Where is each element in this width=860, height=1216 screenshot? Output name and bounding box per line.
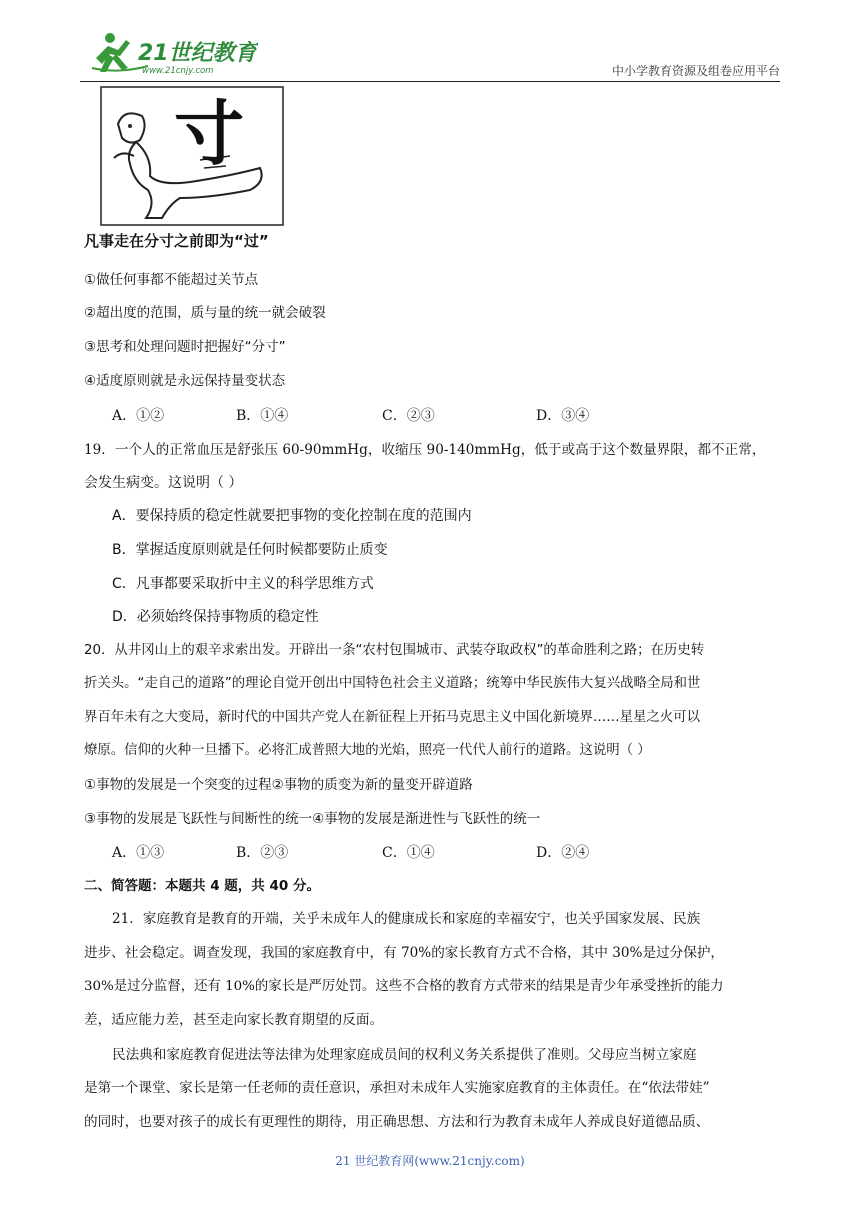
q19-option-d: D．必须始终保持事物质的稳定性 (112, 609, 319, 625)
q18-option-c: C．②③ (382, 408, 435, 424)
section-2-heading: 二、简答题：本题共 4 题，共 40 分。 (84, 878, 320, 894)
q20-stem-line-4: 燎原。信仰的火种一旦播下。必将汇成普照大地的光焰，照亮一代代人前行的道路。这说明（ ） (84, 743, 651, 758)
q21-paragraph-2-line-3: 的同时，也要对孩子的成长有更理性的期待，用正确思想、方法和行为教育未成年人养成良好道德品质、 (84, 1114, 710, 1130)
q19-stem-line-1: 19．一个人的正常血压是舒张压 60-90mmHg，收缩压 90-140mmHg，低于或高于这个数量界限，都不正常， (84, 442, 766, 458)
q19-option-a: A．要保持质的稳定性就要把事物的变化控制在度的范围内 (112, 508, 472, 524)
q18-option-d: D．③④ (536, 408, 590, 424)
q18-item-2: ②超出度的范围，质与量的统一就会破裂 (84, 305, 326, 321)
q19-option-b: B．掌握适度原则就是任何时候都要防止质变 (112, 542, 388, 558)
q21-paragraph-1-line-3: 30%是过分监督，还有 10%的家长是严厉处罚。这些不合格的教育方式带来的结果是青少年承受挫折的能力 (84, 979, 724, 994)
header-divider (80, 81, 780, 82)
q21-paragraph-1-line-4: 差，适应能力差，甚至走向家长教育期望的反面。 (84, 1012, 384, 1028)
figure-glyph: 寸 (174, 93, 244, 175)
q20-option-a: A．①③ (112, 845, 165, 861)
q20-stem-line-1: 20．从井冈山上的艰辛求索出发。开辟出一条“农村包围城市、武装夺取政权”的革命胜利之路；在历史转 (84, 643, 705, 658)
q21-paragraph-1-line-2: 进步、社会稳定。调查发现，我国的家庭教育中，有 70%的家长教育方式不合格，其中 30%是过分保护， (84, 945, 725, 961)
q20-option-b: B．②③ (236, 845, 289, 861)
cartoon-illustration (100, 86, 286, 228)
footer-site-link[interactable]: 21 世纪教育网(www.21cnjy.com) (335, 1154, 525, 1168)
q20-option-d: D．②④ (536, 845, 590, 861)
figure-caption: 凡事走在分寸之前即为“过” (84, 232, 269, 250)
q20-option-c: C．①④ (382, 845, 435, 861)
q18-item-1: ①做任何事都不能超过关节点 (84, 272, 259, 288)
q21-paragraph-1-line-1: 21．家庭教育是教育的开端，关乎未成年人的健康成长和家庭的幸福安宁，也关乎国家发展、民族 (112, 911, 701, 927)
logo-url: www.21cnjy.com (142, 66, 214, 76)
site-logo (88, 28, 258, 78)
q19-option-c: C．凡事都要采取折中主义的科学思维方式 (112, 576, 374, 592)
q21-paragraph-2-line-2: 是第一个课堂、家长是第一任老师的责任意识，承担对未成年人实施家庭教育的主体责任。在“依法带娃” (84, 1080, 710, 1096)
q18-option-a: A．①② (112, 408, 165, 424)
q20-item-line-1: ①事物的发展是一个突变的过程②事物的质变为新的量变开辟道路 (84, 777, 473, 793)
q19-stem-line-2: 会发生病变。这说明（ ） (84, 475, 243, 491)
logo-wordmark: 21世纪教育 (138, 41, 257, 66)
q20-item-line-2: ③事物的发展是飞跃性与间断性的统一④事物的发展是渐进性与飞跃性的统一 (84, 811, 541, 827)
q20-stem-line-2: 折关头。“走自己的道路”的理论自觉开创出中国特色社会主义道路；统筹中华民族伟大复兴战略全局和世 (84, 676, 701, 691)
q20-stem-line-3: 界百年未有之大变局，新时代的中国共产党人在新征程上开拓马克思主义中国化新境界……星星之火可以 (84, 710, 700, 725)
q21-paragraph-2-line-1: 民法典和家庭教育促进法等法律为处理家庭成员间的权利义务关系提供了准则。父母应当树立家庭 (112, 1047, 697, 1063)
q18-option-b: B．①④ (236, 408, 289, 424)
header-platform-name: 中小学教育资源及组卷应用平台 (611, 64, 780, 78)
q18-item-4: ④适度原则就是永远保持量变状态 (84, 373, 286, 389)
q18-item-3: ③思考和处理问题时把握好“分寸” (84, 339, 286, 355)
